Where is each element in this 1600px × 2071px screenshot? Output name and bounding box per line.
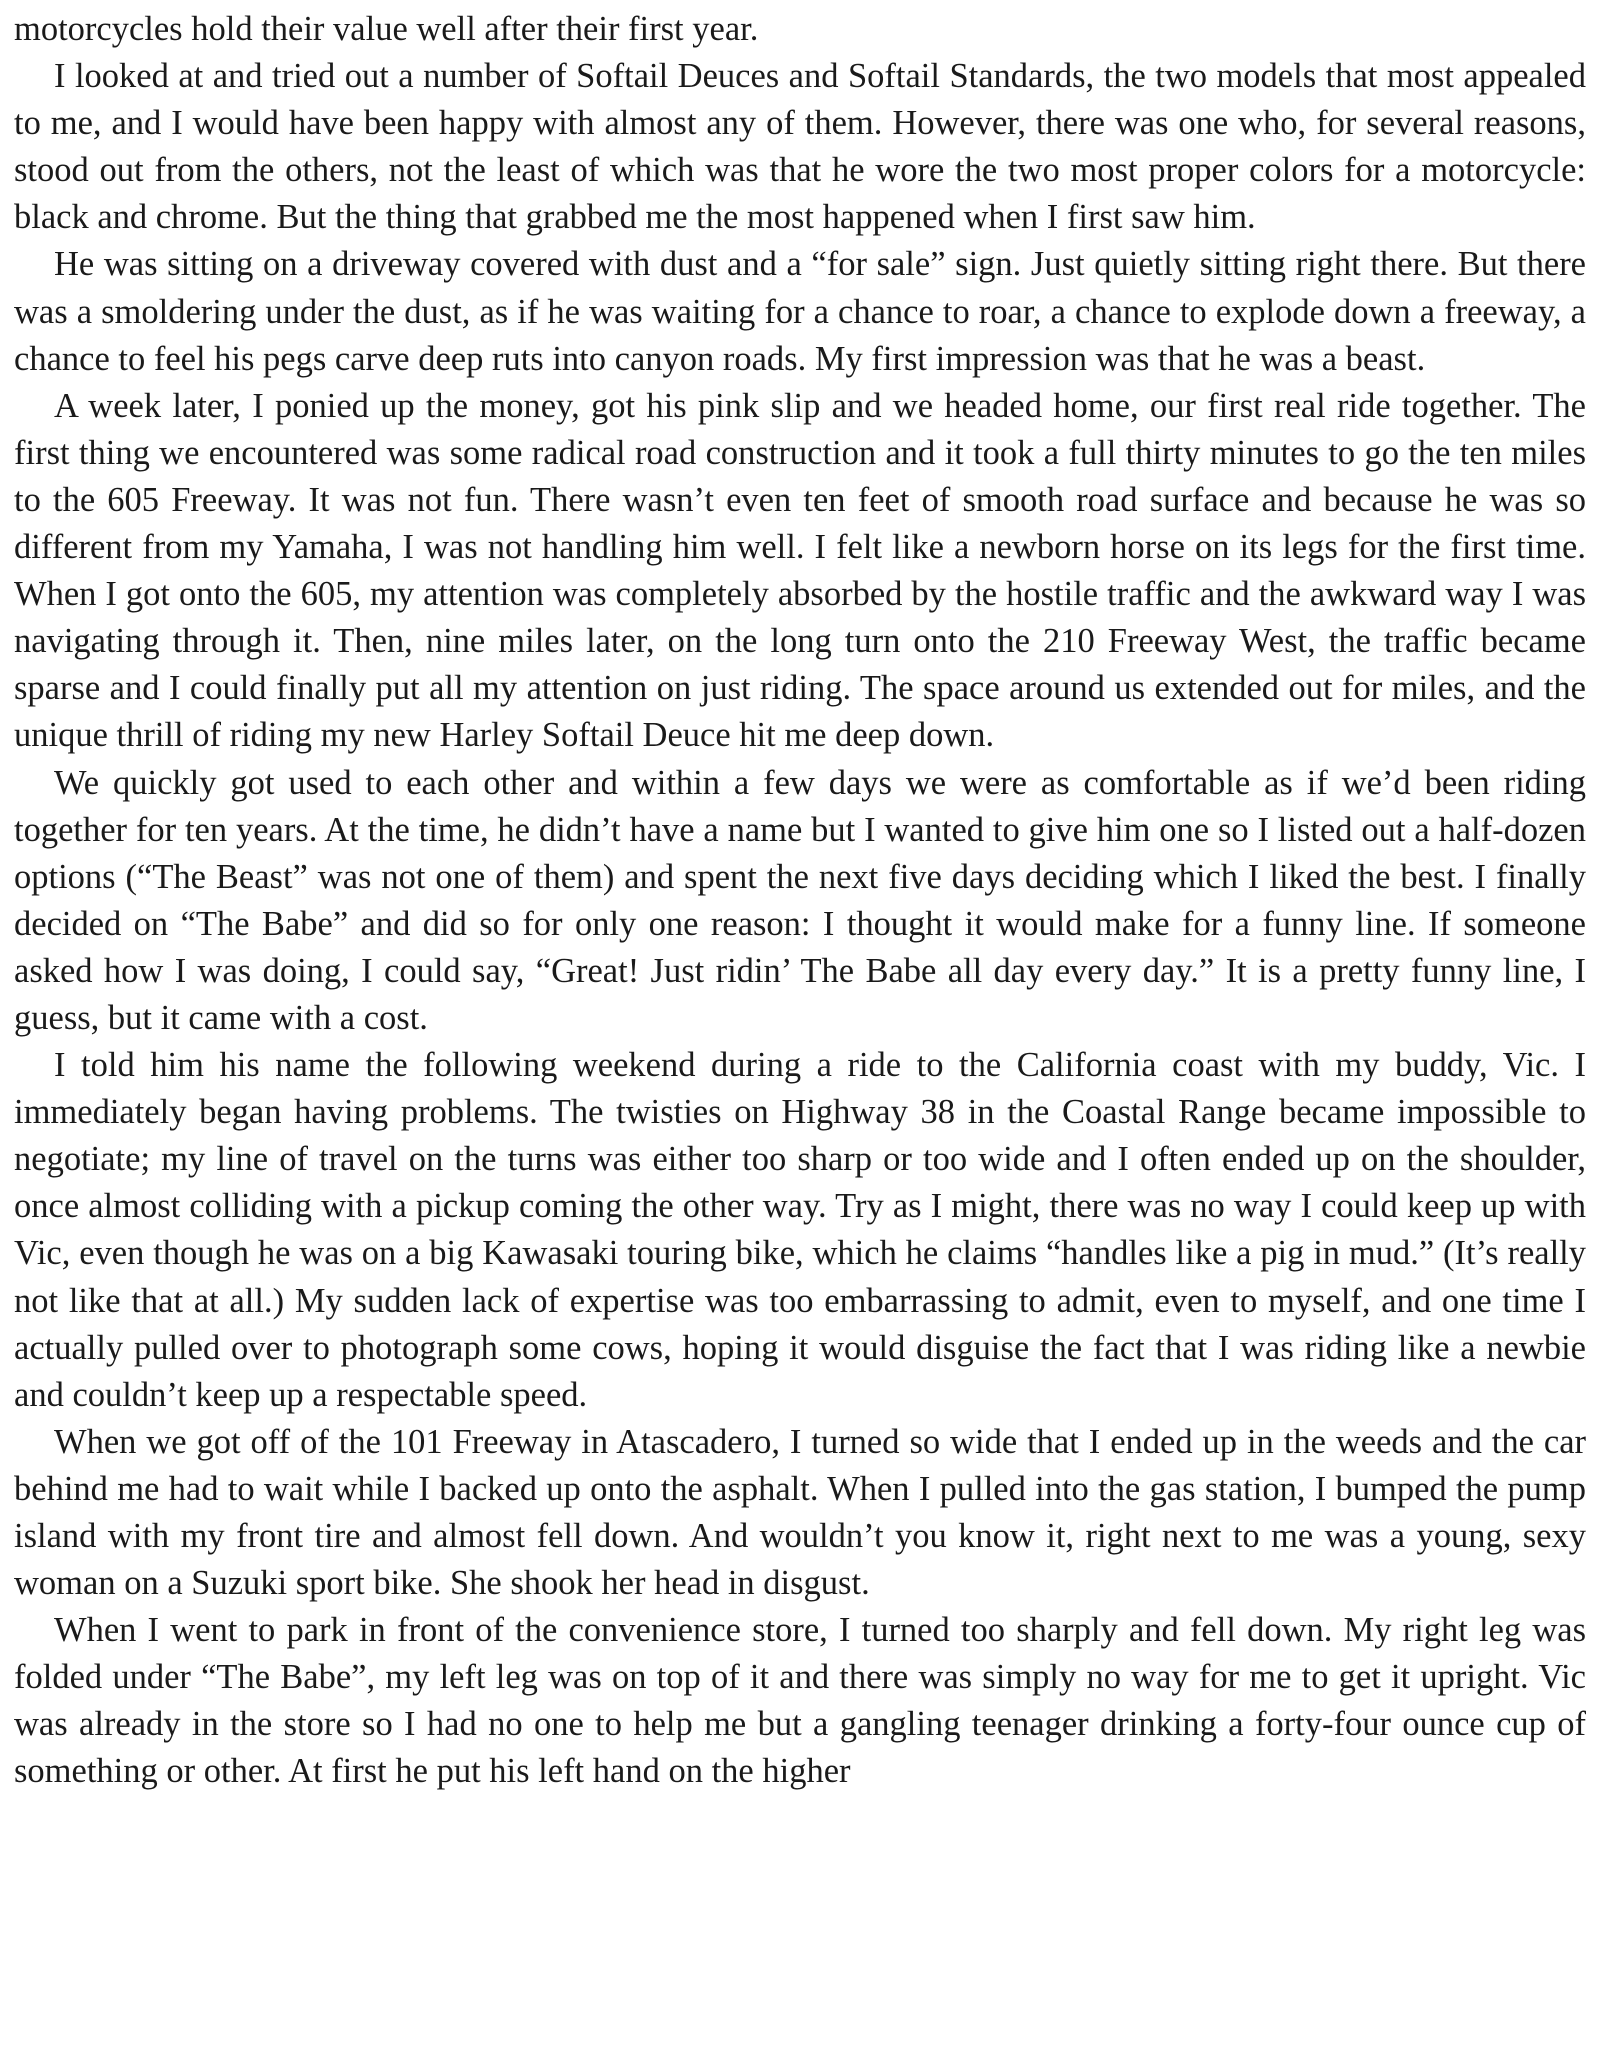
book-page: [14, 6, 1586, 1796]
paragraph: When we got off of the 101 Freeway in Atascadero, I turned so wide that I ended up in the weeds and the car behind me had to wait while I backed up onto the asphalt. When I pulled into the gas station, I bumped the pump island with my front tire and almost fell down. And wouldn’t you know it, right next to me was a young, sexy woman on a Suzuki sport bike. She shook her head in disgust.: [14, 1422, 1586, 1603]
paragraph-continued: motorcycles hold their value well after their first year.: [14, 10, 759, 48]
paragraph: We quickly got used to each other and within a few days we were as comfortable as if we’d been riding together for ten years. At the time, he didn’t have a name but I wanted to give him one so I listed out a half-dozen options (“The Beast” was not one of them) and spent the next five days deciding which I liked the best. I finally decided on “The Babe” and did so for only one reason: I thought it would make for a funny line. If someone asked how I was doing, I could say, “Great! Just ridin’ The Babe all day every day.” It is a pretty funny line, I guess, but it came with a cost.: [14, 763, 1586, 1037]
paragraph: When I went to park in front of the convenience store, I turned too sharply and fell down. My right leg was folded under “The Babe”, my left leg was on top of it and there was simply no way for me to get it upright. Vic was already in the store so I had no one to help me but a gangling teenager drinking a forty-four ounce cup of something or other. At first he put his left hand on the higher: [14, 1611, 1586, 1791]
paragraph: I told him his name the following weekend during a ride to the California coast with my buddy, Vic. I immediately began having problems. The twisties on Highway 38 in the Coastal Range became impossible to negotiate; my line of travel on the turns was either too sharp or too wide and I often ended up on the shoulder, once almost colliding with a pickup coming the other way. Try as I might, there was no way I could keep up with Vic, even though he was on a big Kawasaki touring bike, which he claims “handles like a pig in mud.” (It’s really not like that at all.) My sudden lack of expertise was too embarrassing to admit, even to myself, and one time I actually pulled over to photograph some cows, hoping it would disguise the fact that I was riding like a newbie and couldn’t keep up a respectable speed.: [14, 1046, 1586, 1414]
paragraph: I looked at and tried out a number of Softail Deuces and Softail Standards, the two models that most appealed to me, and I would have been happy with almost any of them. However, there was one who, for several reasons, stood out from the others, not the least of which was that he wore the two most proper colors for a motorcycle: black and chrome. But the thing that grabbed me the most happened when I first saw him.: [14, 57, 1586, 237]
paragraph: A week later, I ponied up the money, got his pink slip and we headed home, our first real ride together. The first thing we encountered was some radical road construction and it took a full thirty minutes to go the ten miles to the 605 Freeway. It was not fun. There wasn’t even ten feet of smooth road surface and because he was so different from my Yamaha, I was not handling him well. I felt like a newborn horse on its legs for the first time. When I got onto the 605, my attention was completely absorbed by the hostile traffic and the awkward way I was navigating through it. Then, nine miles later, on the long turn onto the 210 Freeway West, the traffic became sparse and I could finally put all my attention on just riding. The space around us extended out for miles, and the unique thrill of riding my new Harley Softail Deuce hit me deep down.: [14, 386, 1586, 755]
paragraph: He was sitting on a driveway covered with dust and a “for sale” sign. Just quietly sitting right there. But there was a smoldering under the dust, as if he was waiting for a chance to roar, a chance to explode down a freeway, a chance to feel his pegs carve deep ruts into canyon roads. My first impression was that he was a beast.: [14, 245, 1586, 378]
